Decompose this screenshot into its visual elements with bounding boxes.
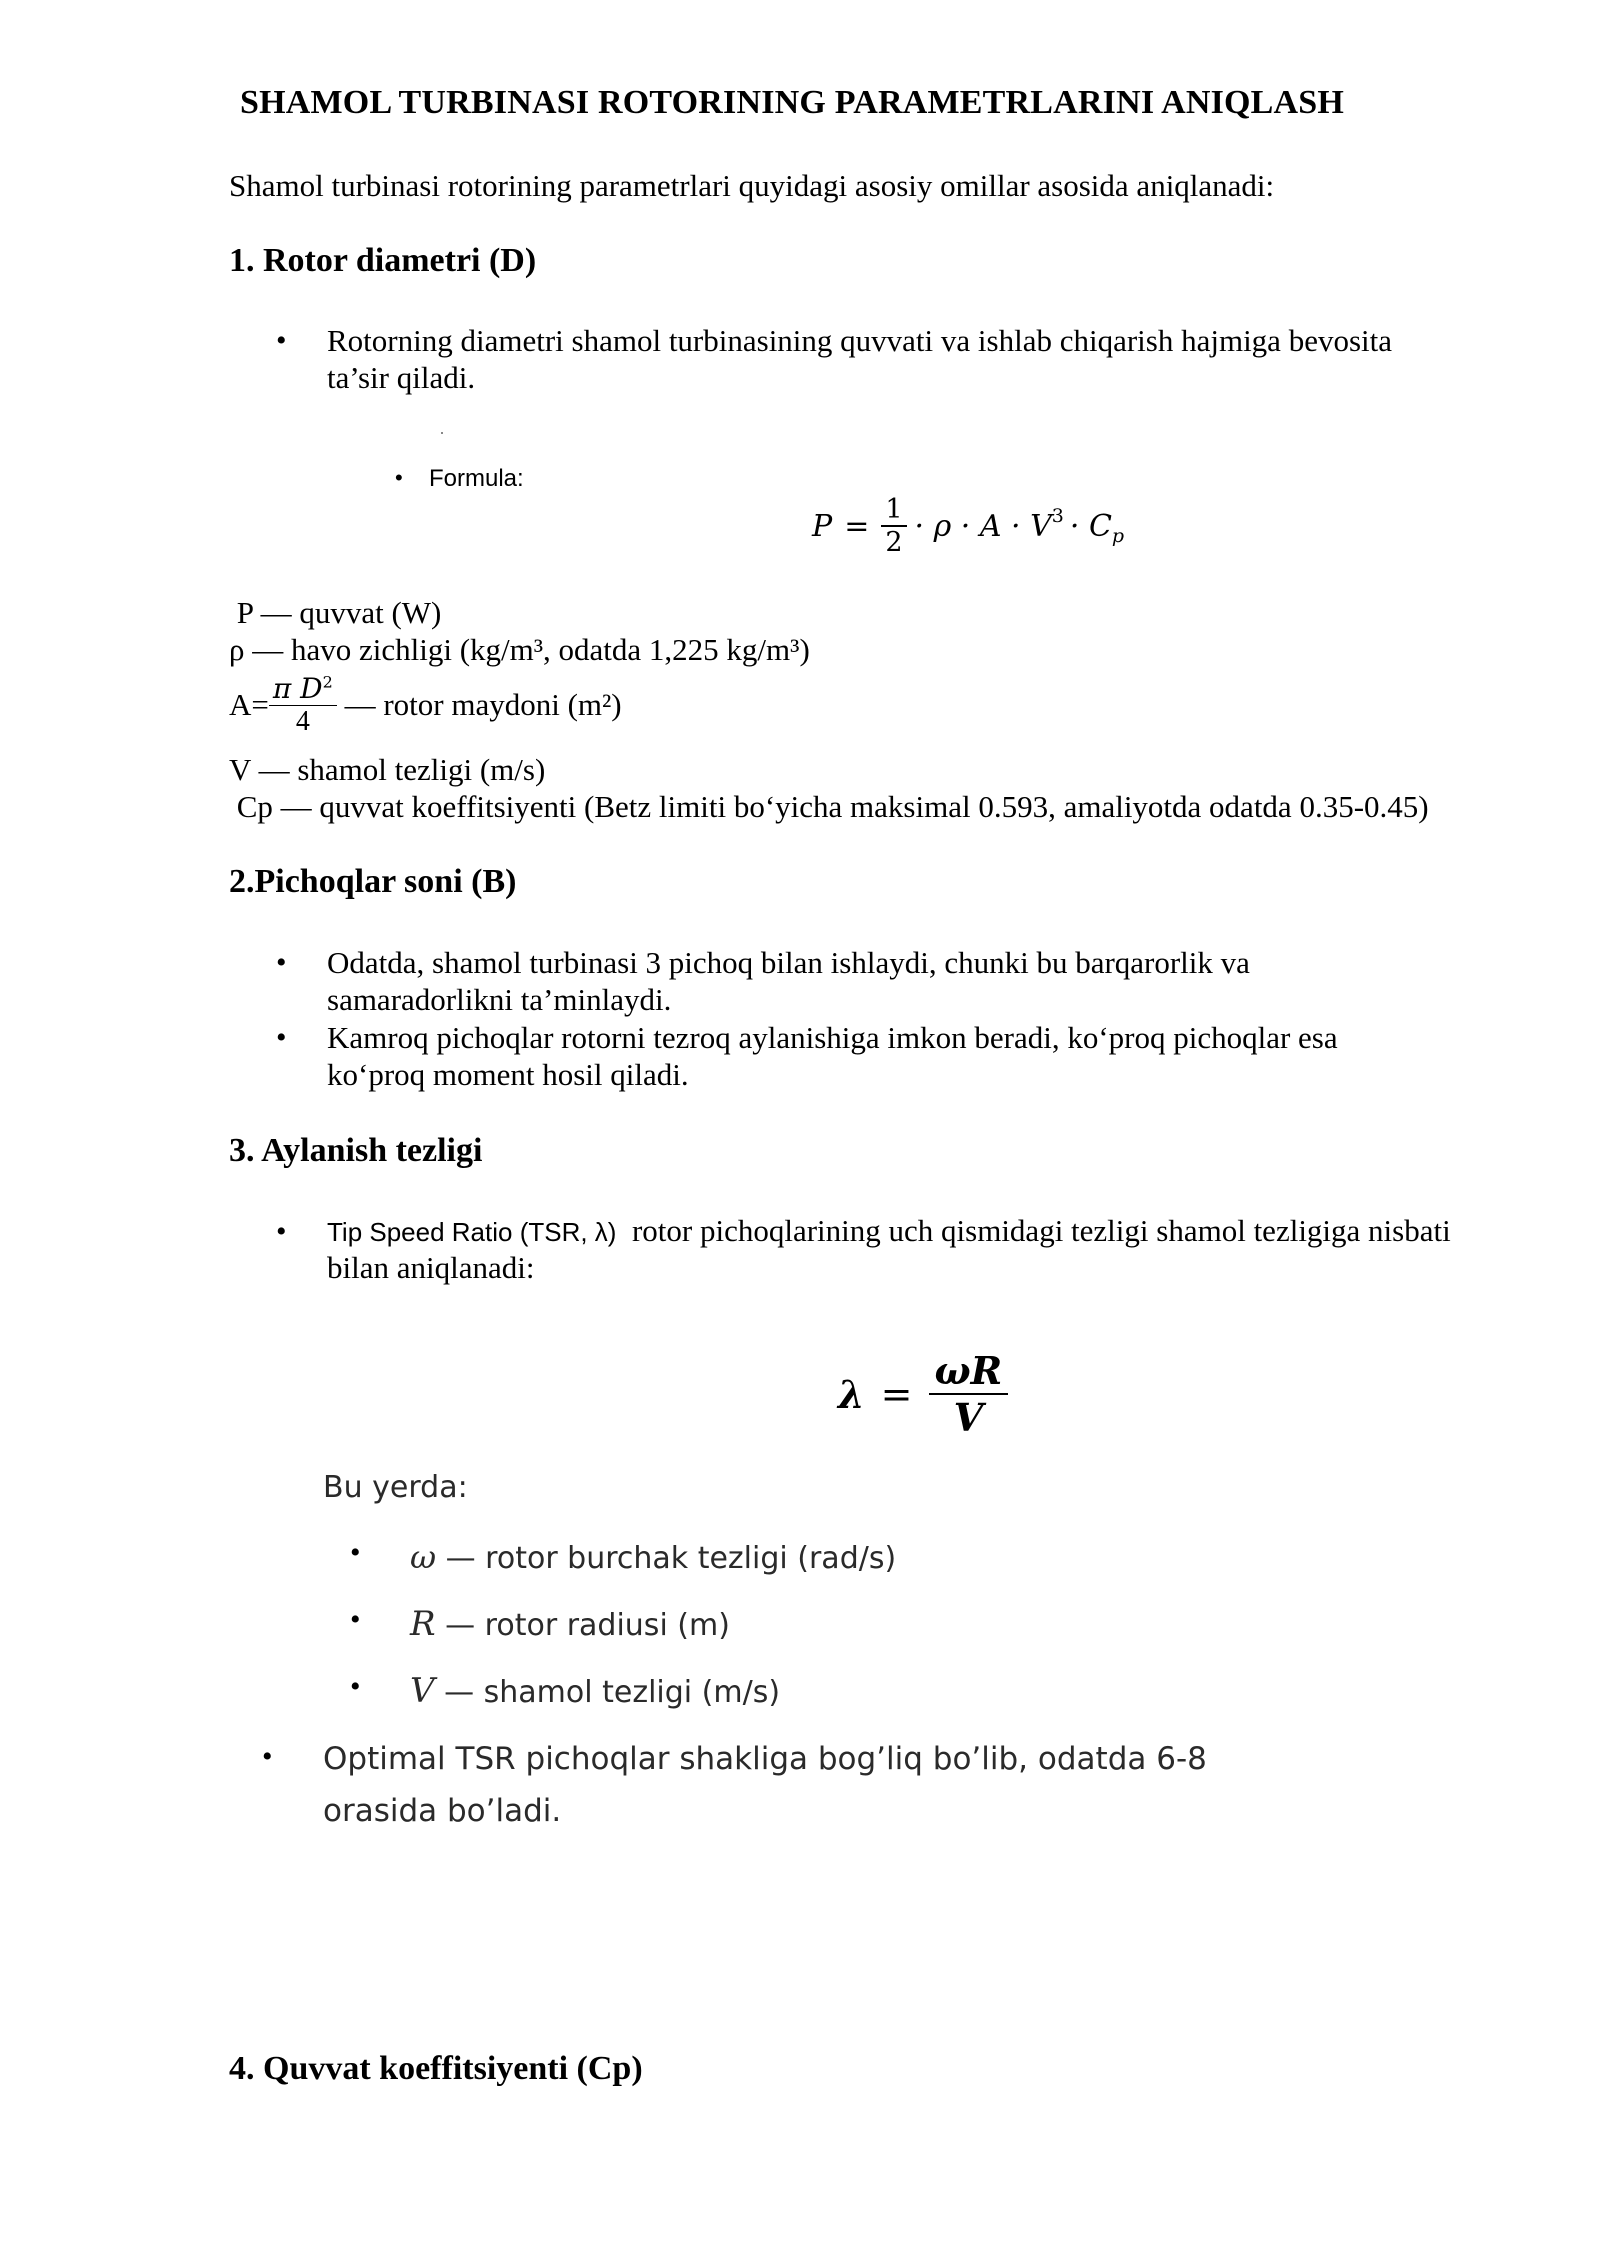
power-formula bbox=[812, 494, 1124, 558]
tsr-text: rotor pichoqlarining uch qismidagi tezligi shamol tezligiga nisbati bbox=[616, 1213, 1451, 1248]
def-area-exp: 2 bbox=[322, 672, 333, 692]
formula-subscript: p bbox=[1111, 525, 1125, 547]
var-v-text: — shamol tezligi (m/s) bbox=[434, 1675, 781, 1710]
def-density: ρ — havo zichligi (kg/m³, odatda 1,225 kg/m³) bbox=[229, 632, 810, 667]
formula-label: Formula: bbox=[429, 465, 524, 492]
tsr-label: Tip Speed Ratio (TSR, λ) bbox=[327, 1217, 617, 1247]
bullet-text: Odatda, shamol turbinasi 3 pichoq bilan ishlaydi, chunki bu barqarorlik va bbox=[327, 945, 1250, 980]
section-heading-blade-count: 2.Pichoqlar soni (B) bbox=[229, 863, 517, 900]
tsr-formula-denominator: V bbox=[953, 1395, 984, 1440]
formula-eq: = bbox=[844, 508, 870, 544]
stray-dot bbox=[441, 432, 443, 434]
var-r-symbol: R bbox=[410, 1604, 436, 1644]
formula-rest: · ρ · A · V bbox=[914, 508, 1052, 544]
def-area-suffix: — rotor maydoni (m²) bbox=[336, 687, 622, 722]
def-area-denominator: 4 bbox=[295, 706, 310, 737]
bullet-icon: • bbox=[395, 465, 403, 490]
bullet-icon: • bbox=[350, 1536, 361, 1569]
def-power-coefficient: Cp — quvvat koeffitsiyenti (Betz limiti bo‘yicha maksimal 0.593, amaliyotda odatda 0.35-0.45) bbox=[229, 789, 1429, 824]
var-r-text: — rotor radiusi (m) bbox=[435, 1608, 730, 1643]
bullet-text: Rotorning diametri shamol turbinasining quvvati va ishlab chiqarish hajmiga bevosita bbox=[327, 323, 1393, 358]
tsr-formula-fraction bbox=[929, 1348, 1009, 1440]
bullet-text-cont: samaradorlikni ta’minlaydi. bbox=[327, 982, 672, 1017]
var-r-line bbox=[410, 1604, 730, 1644]
intro-text: Shamol turbinasi rotorining parametrlari quyidagi asosiy omillar asosida aniqlanadi: bbox=[229, 168, 1275, 203]
bullet-text: Kamroq pichoqlar rotorni tezroq aylanishiga imkon beradi, ko‘proq pichoqlar esa bbox=[327, 1020, 1338, 1055]
section-heading-power-coefficient: 4. Quvvat koeffitsiyenti (Cp) bbox=[229, 2050, 643, 2087]
bullet-icon: • bbox=[276, 324, 287, 357]
var-omega-text: — rotor burchak tezligi (rad/s) bbox=[436, 1541, 897, 1576]
optimal-tsr-text: Optimal TSR pichoqlar shakliga bog’liq bo’lib, odatda 6-8 bbox=[323, 1741, 1207, 1777]
tsr-formula-lhs: λ bbox=[838, 1371, 865, 1417]
section-heading-rotor-diameter: 1. Rotor diametri (D) bbox=[229, 242, 537, 279]
def-area-numerator bbox=[269, 672, 337, 706]
def-area-fraction bbox=[269, 672, 337, 738]
formula-fraction bbox=[881, 494, 906, 558]
bullet-text-cont: ta’sir qiladi. bbox=[327, 360, 476, 395]
formula-denominator: 2 bbox=[885, 527, 903, 558]
bullet-icon: • bbox=[276, 1021, 287, 1054]
var-omega-line bbox=[410, 1538, 896, 1576]
def-area-prefix: A= bbox=[229, 687, 269, 722]
bullet-icon: • bbox=[350, 1603, 361, 1636]
formula-lhs: P bbox=[812, 508, 833, 544]
tsr-formula-eq: = bbox=[880, 1372, 913, 1416]
bullet-icon: • bbox=[276, 946, 287, 979]
where-label: Bu yerda: bbox=[323, 1470, 468, 1505]
def-wind-speed: V — shamol tezligi (m/s) bbox=[229, 752, 546, 787]
var-v-symbol: V bbox=[410, 1671, 435, 1711]
tsr-definition-cont: bilan aniqlanadi: bbox=[327, 1250, 535, 1285]
optimal-tsr-text-cont: orasida bo’ladi. bbox=[323, 1793, 562, 1829]
formula-tail: · C bbox=[1069, 508, 1112, 544]
var-omega-symbol: ω bbox=[410, 1538, 437, 1576]
formula-exponent: 3 bbox=[1051, 505, 1064, 527]
bullet-icon: • bbox=[262, 1740, 273, 1773]
page-title: SHAMOL TURBINASI ROTORINING PARAMETRLARINI ANIQLASH bbox=[240, 84, 1345, 121]
bullet-icon: • bbox=[276, 1215, 287, 1248]
section-heading-rotation-speed: 3. Aylanish tezligi bbox=[229, 1132, 483, 1169]
def-power: P — quvvat (W) bbox=[229, 595, 442, 630]
def-area-num-text: π D bbox=[272, 672, 323, 705]
tsr-formula-numerator: ωR bbox=[929, 1348, 1009, 1395]
bullet-text-cont: ko‘proq moment hosil qiladi. bbox=[327, 1057, 689, 1092]
def-area bbox=[229, 672, 622, 738]
bullet-icon: • bbox=[350, 1670, 361, 1703]
tsr-formula bbox=[838, 1348, 1008, 1440]
tsr-definition bbox=[327, 1213, 1451, 1249]
var-v-line bbox=[410, 1671, 780, 1711]
formula-numerator: 1 bbox=[881, 494, 906, 527]
